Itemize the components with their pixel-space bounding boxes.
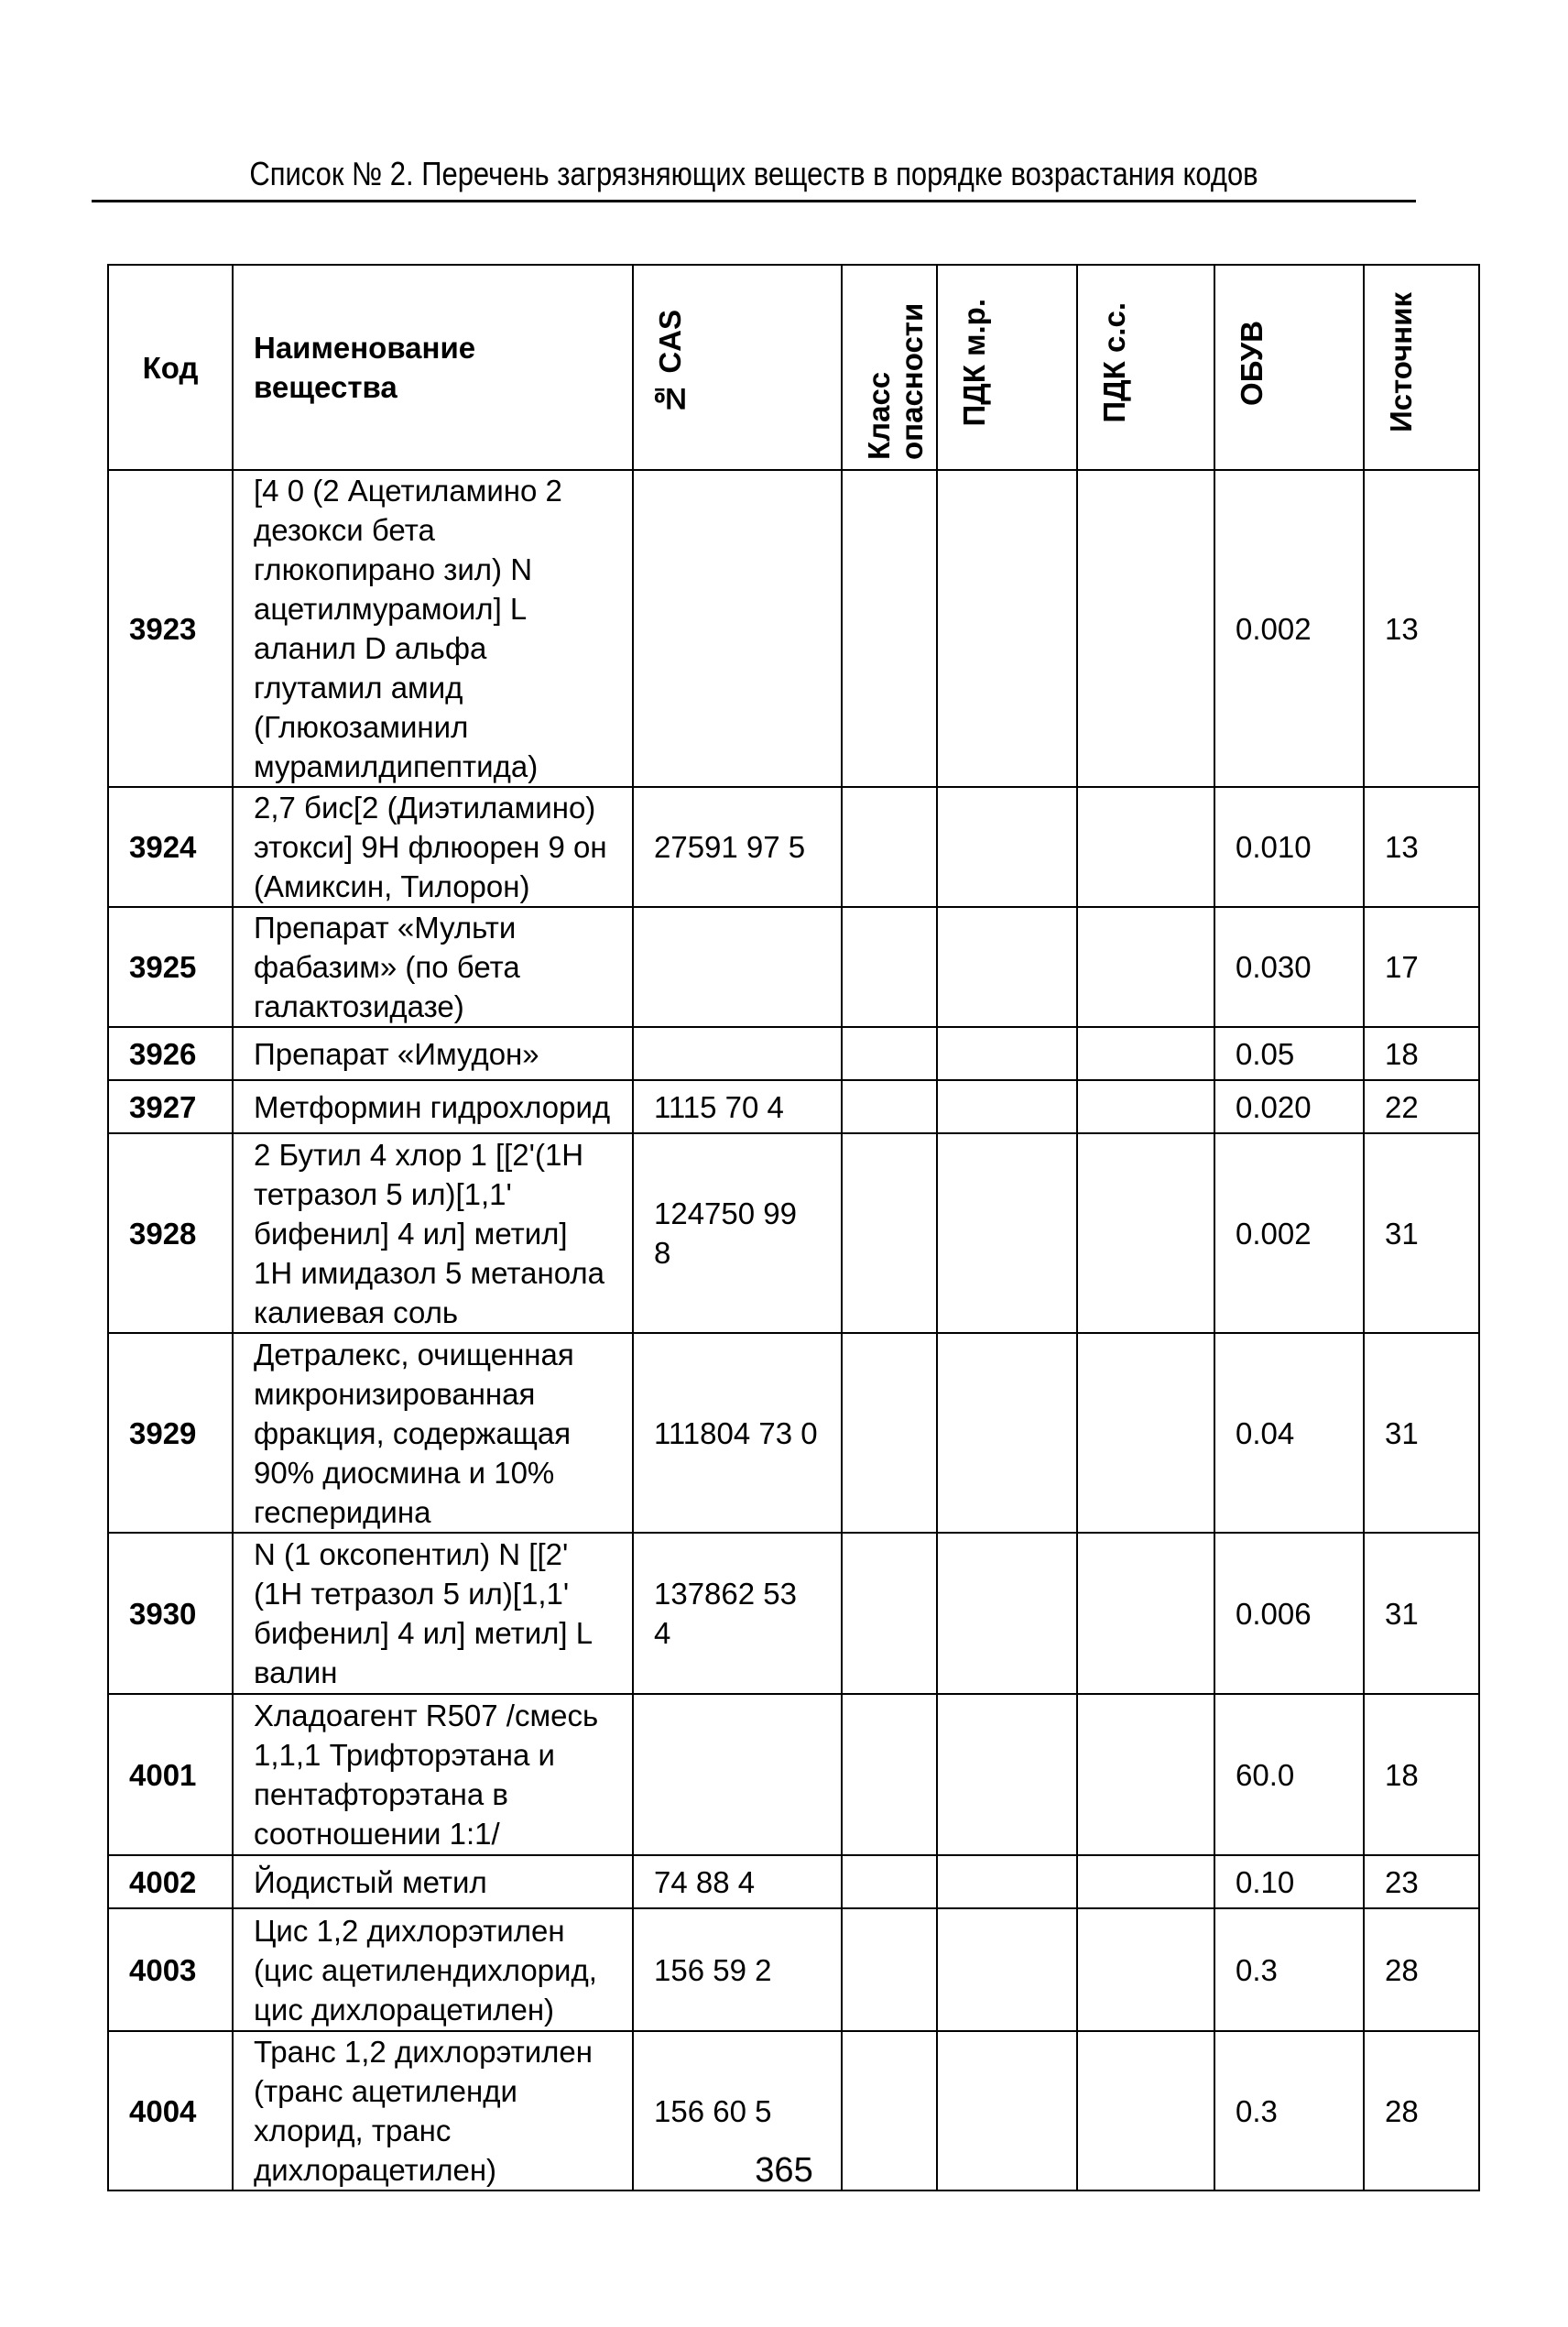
cell-name: Препарат «Мульти фабазим» (по бета галактозидазе) [233,907,633,1027]
cell-code: 3929 [108,1333,233,1533]
cell-obuv: 0.010 [1214,787,1364,907]
cell-code: 4004 [108,2031,233,2190]
cell-pdk-mr [937,1027,1077,1080]
table-row [108,1694,1479,1855]
cell-obuv: 0.030 [1214,907,1364,1027]
table-row [108,470,1479,787]
cell-cas: 137862 53 4 [633,1533,842,1694]
column-header-code: Код [108,265,233,470]
cell-pdk-ss [1077,1080,1214,1133]
cell-hazard-class [842,1133,937,1333]
cell-code: 3928 [108,1133,233,1333]
cell-hazard-class [842,1080,937,1133]
column-header-name: Наименование вещества [233,265,633,470]
table-header-row [108,265,1479,470]
column-header-source-label: Источник [1384,292,1418,433]
cell-code: 3927 [108,1080,233,1133]
column-header-hazard-class [842,265,937,470]
column-header-obuv-label: ОБУВ [1235,320,1269,406]
cell-code: 4002 [108,1855,233,1908]
column-header-pdk-mr-label: ПДК м.р. [957,299,991,427]
cell-cas: 156 60 5 [633,2031,842,2190]
cell-obuv: 60.0 [1214,1694,1364,1855]
cell-source: 28 [1364,1908,1479,2031]
cell-pdk-ss [1077,907,1214,1027]
cell-source: 31 [1364,1533,1479,1694]
cell-pdk-mr [937,907,1077,1027]
cell-cas: 156 59 2 [633,1908,842,2031]
cell-pdk-ss [1077,1533,1214,1694]
cell-pdk-ss [1077,1133,1214,1333]
cell-name: [4 0 (2 Ацетиламино 2 дезокси бета глюкопирано зил) N ацетилмурамоил] L аланил D альфа глутамил амид (Глюкозаминил мурамилдипептида) [233,470,633,787]
cell-pdk-mr [937,1133,1077,1333]
cell-pdk-ss [1077,1333,1214,1533]
cell-cas: 27591 97 5 [633,787,842,907]
cell-code: 3930 [108,1533,233,1694]
cell-hazard-class [842,1333,937,1533]
cell-cas [633,1694,842,1855]
cell-obuv: 0.002 [1214,470,1364,787]
cell-source: 13 [1364,787,1479,907]
cell-code: 3924 [108,787,233,907]
cell-source: 23 [1364,1855,1479,1908]
column-header-obuv [1214,265,1364,470]
cell-hazard-class [842,470,937,787]
column-header-pdk-ss [1077,265,1214,470]
cell-name: N (1 оксопентил) N [[2' (1Н тетразол 5 ил)[1,1' бифенил] 4 ил] метил] L валин [233,1533,633,1694]
cell-hazard-class [842,1027,937,1080]
cell-pdk-ss [1077,787,1214,907]
column-header-pdk-ss-label: ПДК с.с. [1097,302,1131,423]
cell-pdk-mr [937,1080,1077,1133]
cell-obuv: 0.002 [1214,1133,1364,1333]
table-row [108,1027,1479,1080]
cell-hazard-class [842,1694,937,1855]
cell-pdk-mr [937,1333,1077,1533]
cell-pdk-mr [937,470,1077,787]
column-header-hazard-class-label: Класс опасности [862,302,929,460]
cell-name: Цис 1,2 дихлорэтилен (цис ацетилендихлорид, цис дихлорацетилен) [233,1908,633,2031]
cell-obuv: 0.04 [1214,1333,1364,1533]
cell-code: 3926 [108,1027,233,1080]
cell-source: 13 [1364,470,1479,787]
cell-name: Препарат «Имудон» [233,1027,633,1080]
column-header-source [1364,265,1479,470]
cell-code: 4001 [108,1694,233,1855]
cell-code: 4003 [108,1908,233,2031]
cell-obuv: 0.006 [1214,1533,1364,1694]
cell-cas [633,907,842,1027]
cell-pdk-mr [937,787,1077,907]
cell-name: 2,7 бис[2 (Диэтиламино) этокси] 9Н флюорен 9 он (Амиксин, Тилорон) [233,787,633,907]
cell-name: 2 Бутил 4 хлор 1 [[2'(1Н тетразол 5 ил)[1,1' бифенил] 4 ил] метил] 1Н имидазол 5 метанола калиевая соль [233,1133,633,1333]
cell-pdk-mr [937,1533,1077,1694]
cell-source: 18 [1364,1027,1479,1080]
cell-pdk-ss [1077,1908,1214,2031]
cell-name: Детралекс, очищенная микронизированная фракция, содержащая 90% диосмина и 10% гесперидина [233,1333,633,1533]
cell-cas [633,1027,842,1080]
cell-hazard-class [842,1533,937,1694]
cell-obuv: 0.05 [1214,1027,1364,1080]
cell-pdk-mr [937,1908,1077,2031]
cell-obuv: 0.10 [1214,1855,1364,1908]
cell-obuv: 0.020 [1214,1080,1364,1133]
cell-source: 22 [1364,1080,1479,1133]
table-row [108,1533,1479,1694]
cell-code: 3925 [108,907,233,1027]
cell-code: 3923 [108,470,233,787]
substances-table [107,264,1480,2191]
column-header-cas-label: № CAS [653,310,687,416]
cell-hazard-class [842,1908,937,2031]
table-row [108,1080,1479,1133]
cell-hazard-class [842,1855,937,1908]
cell-name: Транс 1,2 дихлорэтилен (транс ацетиленди хлорид, транс дихлорацетилен) [233,2031,633,2190]
cell-hazard-class [842,787,937,907]
header-divider [92,200,1416,202]
page-number: 365 [755,2151,813,2190]
cell-name: Метформин гидрохлорид [233,1080,633,1133]
cell-source: 28 [1364,2031,1479,2190]
cell-obuv: 0.3 [1214,2031,1364,2190]
cell-source: 18 [1364,1694,1479,1855]
cell-cas [633,470,842,787]
table-row [108,1855,1479,1908]
cell-name: Йодистый метил [233,1855,633,1908]
column-header-cas [633,265,842,470]
table-row [108,1133,1479,1333]
cell-source: 31 [1364,1333,1479,1533]
cell-source: 17 [1364,907,1479,1027]
page-header: Список № 2. Перечень загрязняющих веществ в порядке возрастания кодов [249,155,1258,192]
table-row [108,787,1479,907]
table-row [108,1908,1479,2031]
table-row [108,1333,1479,1533]
cell-pdk-ss [1077,1694,1214,1855]
cell-pdk-mr [937,1694,1077,1855]
cell-cas: 74 88 4 [633,1855,842,1908]
cell-hazard-class [842,907,937,1027]
column-header-pdk-mr [937,265,1077,470]
cell-name: Хладоагент R507 /смесь 1,1,1 Трифторэтана и пентафторэтана в соотношении 1:1/ [233,1694,633,1855]
cell-pdk-ss [1077,1855,1214,1908]
cell-source: 31 [1364,1133,1479,1333]
cell-cas: 111804 73 0 [633,1333,842,1533]
cell-pdk-mr [937,1855,1077,1908]
cell-cas: 1115 70 4 [633,1080,842,1133]
cell-cas: 124750 99 8 [633,1133,842,1333]
cell-obuv: 0.3 [1214,1908,1364,2031]
cell-pdk-ss [1077,1027,1214,1080]
cell-pdk-ss [1077,470,1214,787]
table-row [108,907,1479,1027]
